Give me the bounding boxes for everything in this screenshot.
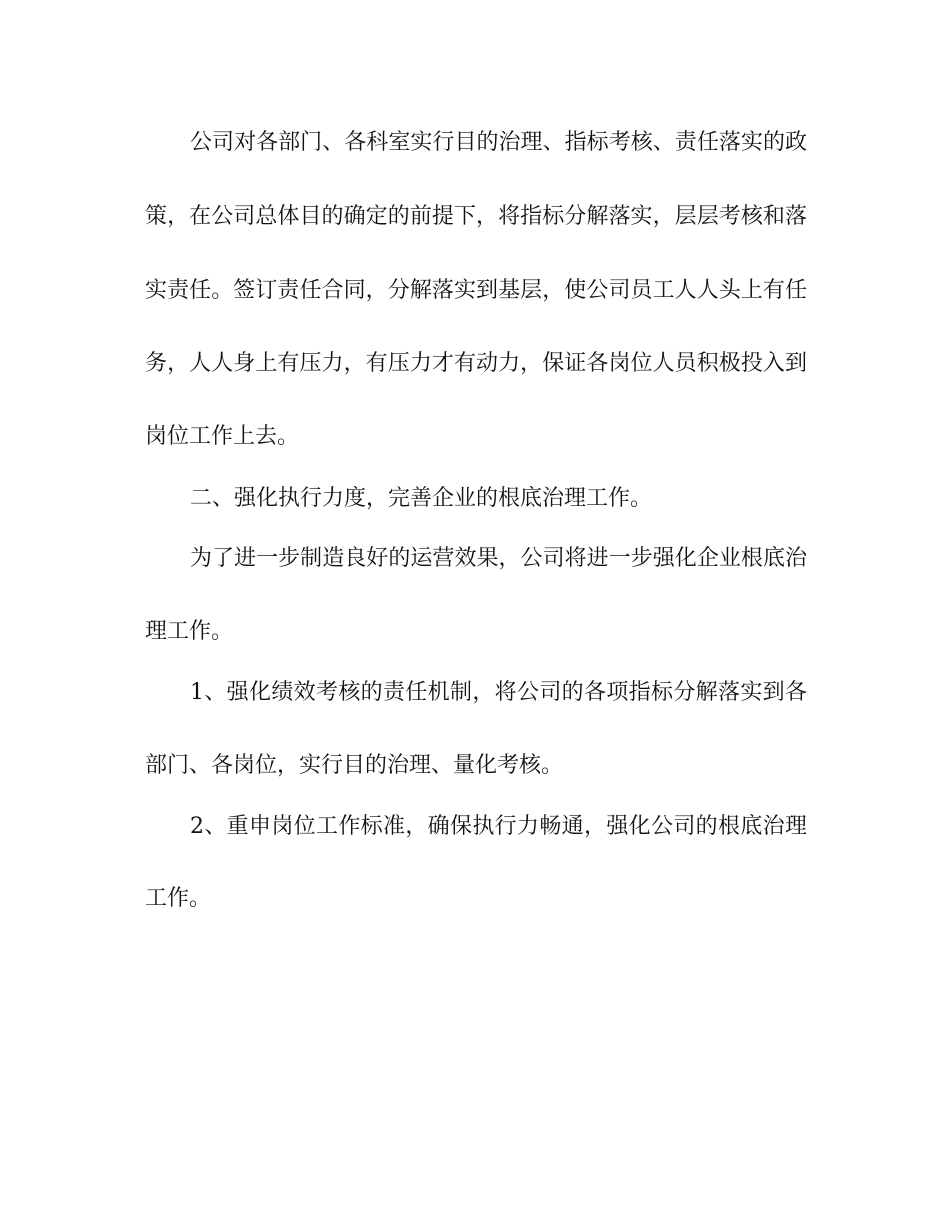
paragraph-1-line-1: 公司对各部门、各科室实行目的治理、指标考核、责任落实的政	[190, 130, 807, 155]
item-2-line-1: 2、重申岗位工作标准，确保执行力畅通，强化公司的根底治理	[190, 814, 807, 839]
paragraph-1-line-2: 策，在公司总体目的确定的前提下，将指标分解落实，层层考核和落	[145, 204, 807, 229]
paragraph-2-line-1: 为了进一步制造良好的运营效果，公司将进一步强化企业根底治	[190, 546, 807, 571]
item-2-line-2: 工作。	[145, 886, 212, 911]
paragraph-2-line-2: 理工作。	[145, 619, 234, 644]
section-heading-2: 二、强化执行力度，完善企业的根底治理工作。	[190, 486, 653, 511]
paragraph-1-line-3: 实责任。签订责任合同，分解落实到基层，使公司员工人人头上有任	[145, 278, 807, 303]
paragraph-1-line-4: 务，人人身上有压力，有压力才有动力，保证各岗位人员积极投入到	[145, 351, 807, 376]
item-1-line-2: 部门、各岗位，实行目的治理、量化考核。	[145, 753, 564, 778]
paragraph-1-line-5: 岗位工作上去。	[145, 424, 300, 449]
item-1-line-1: 1、强化绩效考核的责任机制，将公司的各项指标分解落实到各	[190, 680, 807, 705]
